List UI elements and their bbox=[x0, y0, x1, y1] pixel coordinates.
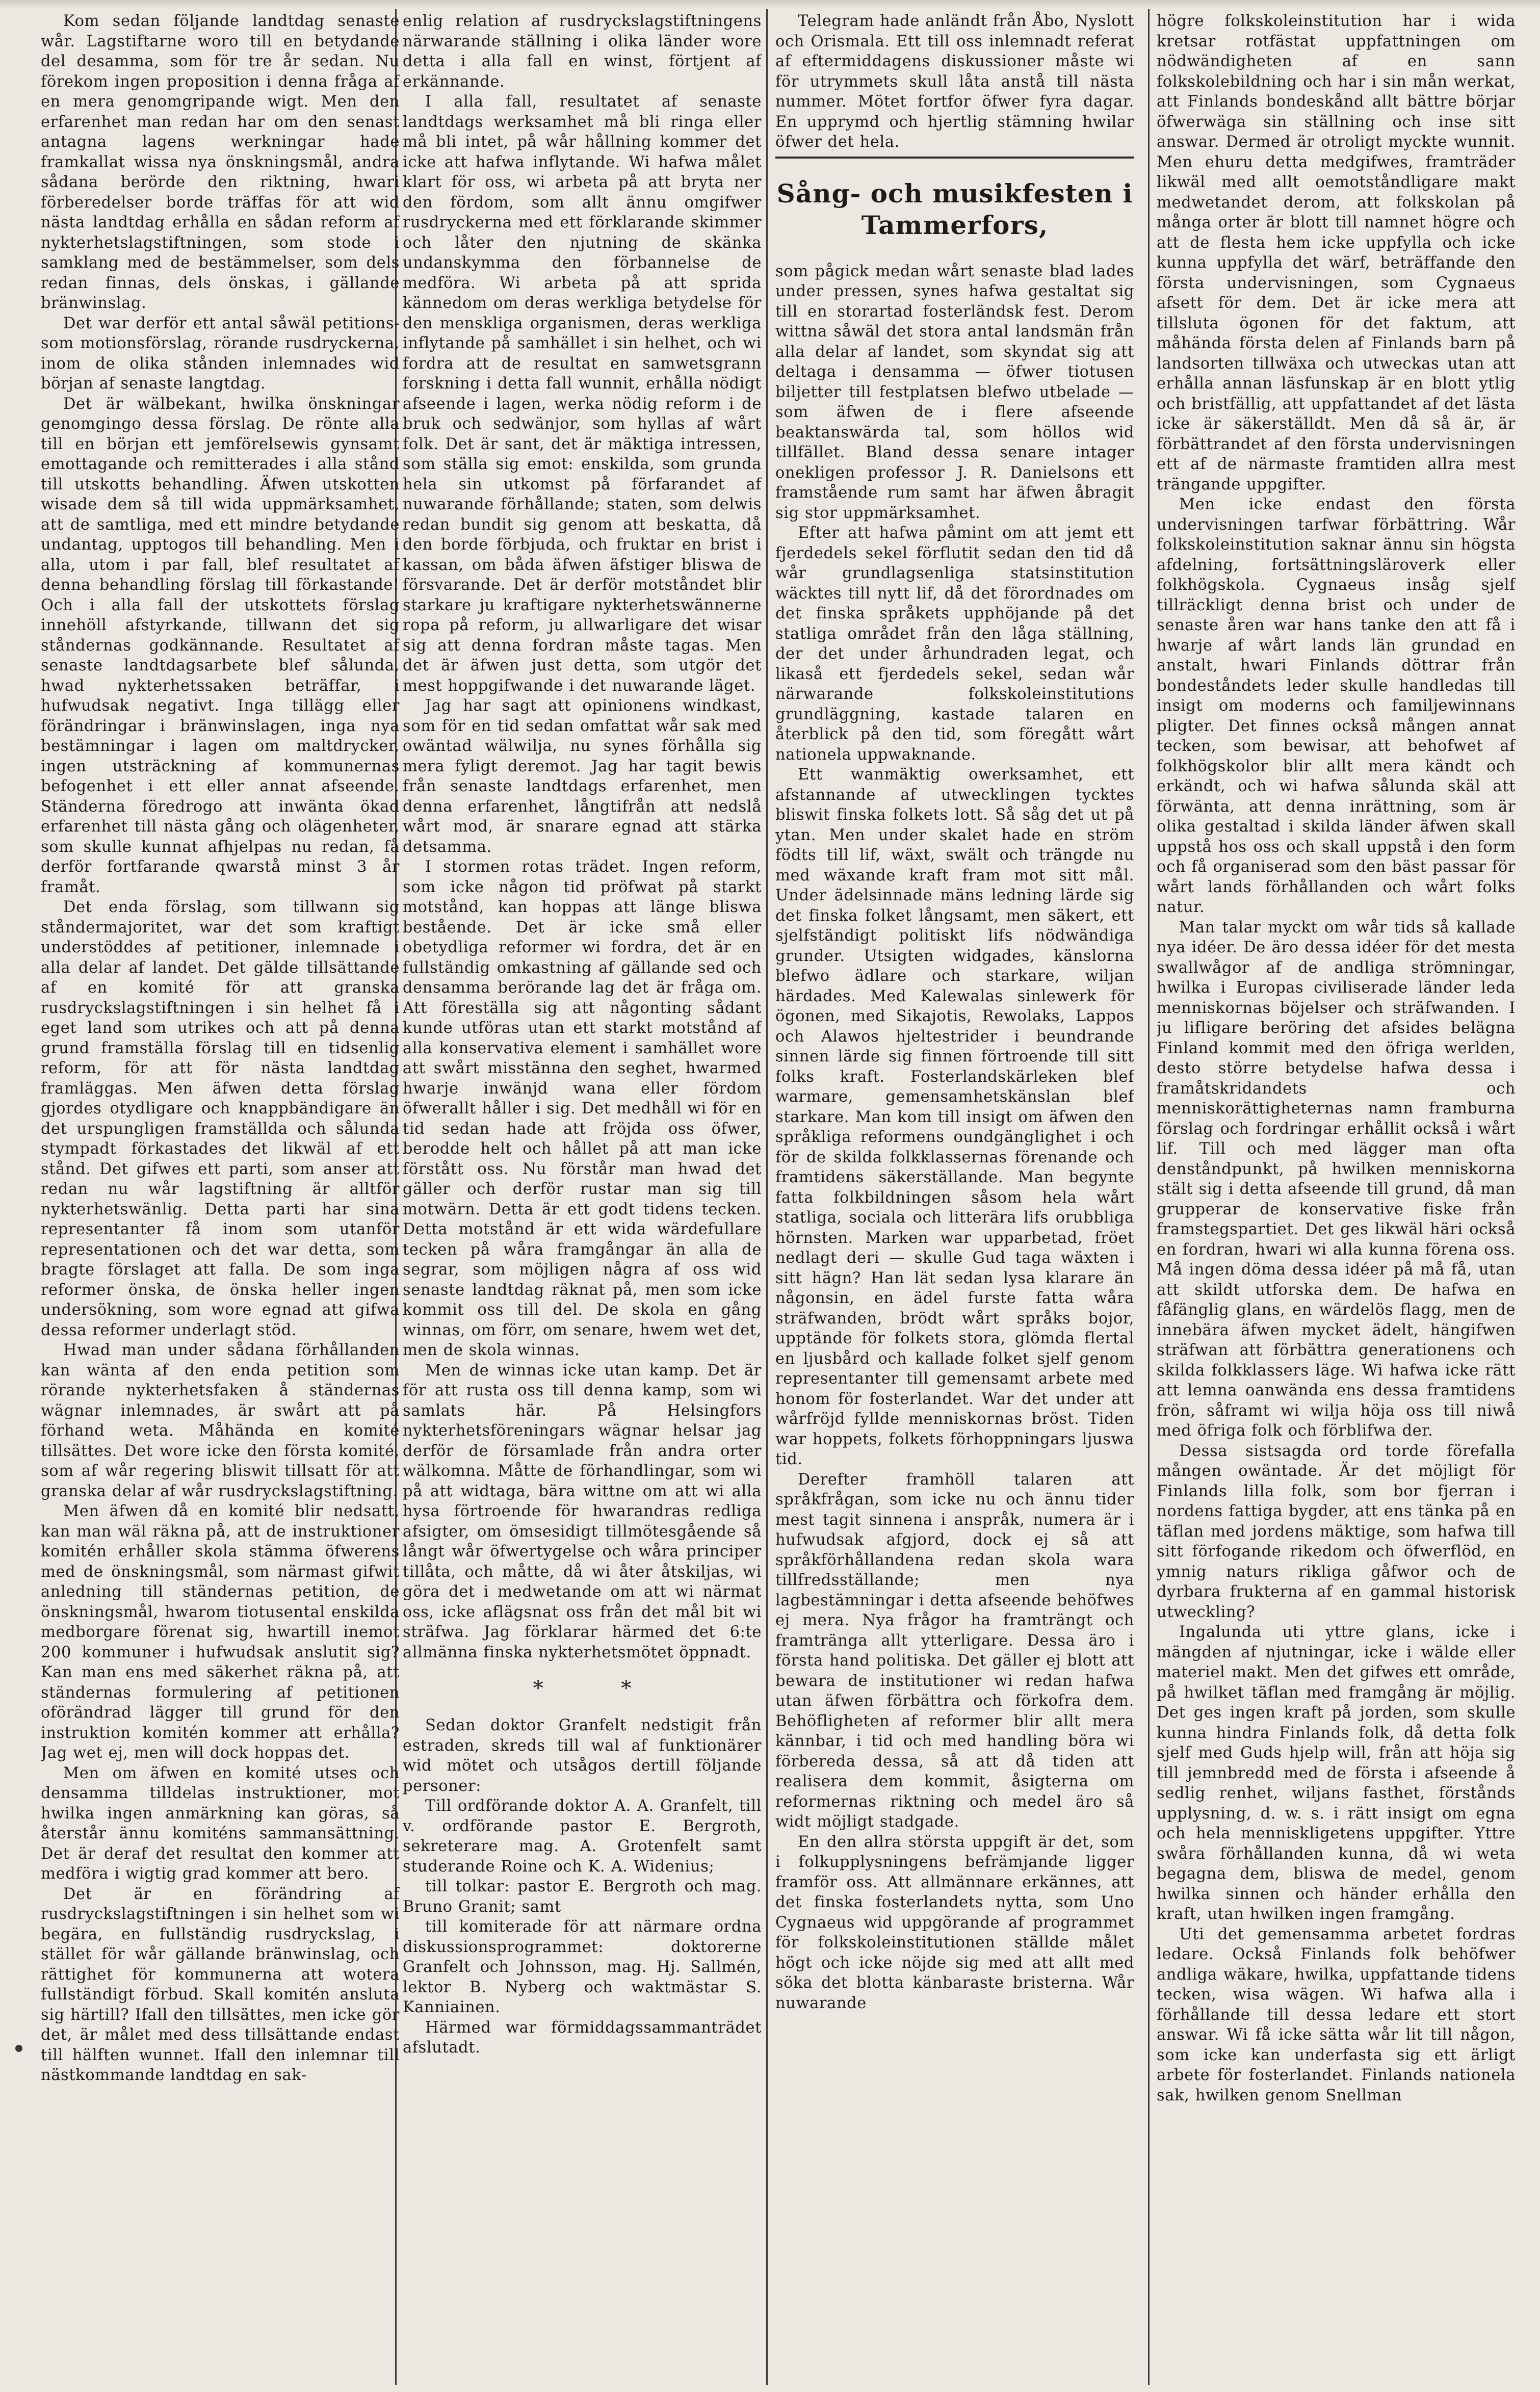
paragraph: En den allra största uppgift är det, som i folkupplysningens befrämjande ligger framför oss. Att allmännare erkännes, att det finska fosterlandets nytta, som Uno Cygnaeus wid uppgörande af programmet för folkskoleinstitutionen ställde målet högt och icke nöjde sig med att allt med söka det blotta känbaraste bristerna. Wår nuwarande bbox=[775, 1833, 1134, 2012]
section-stars: * * bbox=[533, 1677, 667, 1700]
article-divider bbox=[775, 157, 1134, 159]
paragraph: Jag har sagt att opinionens windkast, som för en tid sedan omfattat wår sak med owäntad wälwilja, nu synes förhålla sig mera fyligt deremot. Jag har tagit bewis från senaste landtdags erfarenhet, men denna erfarenhet, långtifrån att nedslå wårt mod, är snarare egnad att stärka detsamma. bbox=[403, 697, 762, 856]
paragraph: Det är wälbekant, hwilka önskningar genomgingo dessa förslag. De rönte alla till en början ett jemförelsewis gynsamt emottagande och remitterades i alla stånd till utskotts behandling. Äfwen utskotten wisade dem så till wida uppmärksamhet, att de samtliga, med ett mindre betydande undantag, upptogos till behandling. Men i alla, utom i par fall, blef resultatet af denna behandling förslag till förkastande! Och i alla fall der utskottets förslag innehöll afstyrkande, tillwann det sig ståndernas godkännande. Resultatet af senaste landtdagsarbete blef sålunda, hwad nykterhetssaken beträffar, i hufwudsak negativt. Inga tillägg eller förändringar i bränwinslagen, inga nya bestämningar i lagen om maltdrycker, ingen utsträckning af kommunernas befogenhet i ett eller annat afseende. Ständerna föredrogo att inwänta ökad erfarenhet till nästa gång och olägenheter, som skulle kunnat afhjelpas nu redan, få derför fortfarande qwarstå minst 3 år framåt. bbox=[41, 395, 400, 896]
margin-dot bbox=[15, 2045, 22, 2052]
paragraph: Dessa sistsagda ord torde förefalla mången owäntade. Är det möjligt för Finlands lilla folk, som bor fjerran i nordens fattiga bygder, att ens tänka på en täflan med jordens mäktige, som hafwa till sitt förfogande rikedom och öfwerflöd, en ymnig naturs rikliga gåfwor och de dyrbara frukterna af en gammal historisk utweckling? bbox=[1157, 1442, 1516, 1621]
paragraph: Men icke endast den första undervisningen tarfwar förbättring. Wår folkskoleinstitution saknar ännu sin högsta afdelning, fortsättningsläroverk eller folkhögskola. Cygnaeus insåg sjelf tillräckligt denna brist och under de senaste åren war hans tanke den att få i hwarje af wårt lands län grundad en anstalt, hwari Finlands döttrar från bondeståndets leder skulle handledas till insigt om moderns och familjewinnans pligter. Det finnes också mången annat tecken, som bewisar, att behofwet af folkhögskolor blir allt mera kändt och erkändt, och wi hafwa sålunda skäl att förwänta, att denna inrättning, som är olika gestaltad i skilda länder äfwen skall uppstå hos oss och skall uppstå i den form och få organiserad som den bäst passar för wårt lands förhållanden och wårt folks natur. bbox=[1157, 496, 1516, 916]
paragraph: Uti det gemensamma arbetet fordras ledare. Också Finlands folk behöfwer andliga wäkare, hwilka, uppfattande tidens tecken, wisa wägen. Wi hafwa alla i förhållande till dessa ledare ett stort answar. Wi få icke sätta wår lit till någon, som icke kan underfasta sig ett ärligt arbete för fosterlandet. Finlands nationela sak, hwilken genom Snellman bbox=[1157, 1925, 1516, 2104]
paragraph: Hwad man under sådana förhållanden kan wänta af den enda petition som rörande nykterhetsfaken å ständernas wägnar inlemnades, är swårt att på förhand weta. Måhända en komité tillsättes. Det wore icke den första komité, som af wår regering bliswit tillsatt för att granska delar af wår rusdryckslagstiftning. bbox=[41, 1341, 400, 1500]
column-4 bbox=[1157, 11, 1516, 2382]
paragraph: Det är en förändring af rusdryckslagstiftningen i sin helhet som wi begära, en fullständig rusdryckslag, i stället för wår gällande bränwinslag, och rättighet för kommunerna att wotera fullständigt förbud. Skall komitén ansluta sig härtill? Ifall den tillsättes, men icke gör det, är målet med dess tillsättande endast till hälften wunnet. Ifall den inlemnar till nästkommande landtdag en sak- bbox=[41, 1885, 400, 2084]
paragraph: Sedan doktor Granfelt nedstigit från estraden, skreds till wal af funktionärer wid mötet och utsågos dertill följande personer: bbox=[403, 1717, 762, 1795]
telegram-paragraph: Telegram hade anländt från Åbo, Nyslott och Orismala. Ett till oss inlemnadt referat af eftermiddagens diskussioner måste wi för utrymmets skull låta anstå till nästa nummer. Mötet fortfor öfwer fyra dagar. En upprymd och hjertlig stämning hwilar öfwer det hela. bbox=[775, 12, 1134, 151]
paragraph: som pågick medan wårt senaste blad lades under pressen, synes hafwa gestaltat sig till en storartad fosterländsk fest. Derom wittna såwäl det stora antal landsmän från alla delar af landet, som skyndat sig att deltaga i densamma — öfwer tiotusen biljetter till festplatsen blefwo utbelade — som äfwen de i flere afseende beaktanswärda tal, som höllos wid tillfället. Bland dessa senare intager onekligen professor J. R. Danielsons ett framstående rum samt har äfwen åbragit sig stor uppmärksamhet. bbox=[775, 262, 1134, 522]
column-rule bbox=[766, 9, 768, 2385]
paragraph: Derefter framhöll talaren att språkfrågan, som icke nu och ännu tider mest tagit sinnena i anspråk, numera är i hufwudsak afgjord, dock ej så att språkförhållandena redan skola wara tillfredsställande; men nya lagbestämningar i detta afseende behöfwes ej mera. Nya frågor ha framträngt och framtränga allt ytterligare. Dessa äro i första hand politiska. Det gäller ej blott att bewara de institutioner wi redan hafwa utan äfwen förbättra och förkofra dem. Behöfligheten af reformer blir allt mera kännbar, i tid och med handling böra wi förbereda dessa, så att då tiden att realisera dem kommit, åsigterna om reformernas riktning och medel äro så widt möjligt stadgade. bbox=[775, 1470, 1134, 1831]
paragraph: Det enda förslag, som tillwann sig ståndermajoritet, war det som kraftigt understöddes af petitioner, inlemnade i alla delar af landet. Det gälde tillsättande af en komité för att granska rusdryckslagstiftningen i sin helhet få i eget land som utrikes och att på denna grund framställa förslag till en tidsenlig reform, för att för nästa landtdag framläggas. Men äfwen detta förslag gjordes otydligare och knappbändigare än det urspungligen framställda och sålunda stympadt förkastades det likwäl af ett stånd. Det gifwes ett parti, som anser att redan nu wår lagstiftning är alltför nykterhetswänlig. Detta parti har sina representanter få inom som utanför representationen och det war detta, som bragte förslaget att falla. De som inga reformer önska, de önska heller ingen undersökning, som wore egnad att gifwa dessa reformer underlagt stöd. bbox=[41, 898, 400, 1339]
paragraph: Det war derför ett antal såwäl petitions- som motionsförslag, rörande rusdryckerna, inom de olika stånden inlemnades wid början af senaste langtdag. bbox=[41, 314, 400, 393]
paragraph: Man talar myckt om wår tids så kallade nya idéer. De äro dessa idéer för det mesta swallwågor af de andliga strömningar, hwilka i Europas civiliserade länder leda menniskornas böjelser och sträfwanden. I ju lifligare beröring det afsides belägna Finland kommit med den öfriga werlden, desto större betydelse hafwa dessa i framåtskridandets och menniskorättigheternas namn framburna förslag och fordringar erhållit också i wårt lif. Till och med lägger man ofta denståndpunkt, på hwilken menniskorna stält sig i detta afseende till grund, då man grupperar de konservative fiske från framstegspartiet. Det ges likwäl häri också en fordran, hwari wi alla kunna förena oss. Må ingen döma dessa idéer på må få, utan att skildt utforska dem. De hafwa en fåfänglig glans, en wärdelös flagg, men de innebära äfwen mycket ädelt, hängifwen sträfwan att förbättra generationens och skilda folkklassers läge. Wi hafwa icke rätt att lemna oanwända ens dessa framtidens frön, såframt wi wilja höja oss till niwå med öfriga folk och förblifwa der. bbox=[1157, 918, 1516, 1440]
column-3 bbox=[775, 11, 1134, 2382]
paragraph: Men om äfwen en komité utses och densamma tilldelas instruktioner, mot hwilka ingen anmärkning kan göras, så återstår ännu komiténs sammansättning. Det är deraf det resultat den kommer att medföra i wigtig grad kommer att bero. bbox=[41, 1764, 400, 1883]
paragraph: Men de winnas icke utan kamp. Det är för att rusta oss till denna kamp, som wi samlats här. På Helsingfors nykterhetsföreningars wägnar helsar jag derför de församlade från andra orter wälkomna. Måtte de förhandlingar, som wi på att widtaga, bära wittne om att wi alla hysa förtroende för hwarandras redliga afsigter, om ömsesidigt tillmötesgående så långt wår öfwertygelse och wåra principer tillåta, och måtte, då wi åter åtskiljas, wi göra det i medwetande om att wi närmat oss, icke aflägsnat oss från det mål bit wi sträfwa. Jag förklarar härmed det 6:te allmänna finska nykterhetsmötet öppnadt. bbox=[403, 1361, 762, 1661]
paragraph: till komiterade för att närmare ordna diskussionsprogrammet: doktorerne Granfelt och Johnsson, mag. Hj. Sallmén, lektor B. Nyberg och waktmästar S. Kanniainen. bbox=[403, 1918, 762, 2016]
paragraph: Härmed war förmiddagssammanträdet afslutadt. bbox=[403, 2018, 762, 2057]
paragraph: Ingalunda uti yttre glans, icke i mängden af njutningar, icke i wälde eller materiel makt. Men det gifwes ett område, på hwilket täflan med framgång är möjlig. Det ges ingen kraft på jorden, som skulle kunna hindra Finlands folk, då detta folk sjelf med Guds hjelp will, från att höja sig till jemnbredd med de första i afseende å sedlig renhet, wiljans fasthet, förstånds upplysning, d. w. s. i rätt insigt om egna och hela menniskligetens uppgifter. Yttre swåra förhållanden kunna, då wi weta begagna dem, bliswa de medel, genom hwilka sinnen och händer erhålla den kraft, utan hwilken ingen framgång. bbox=[1157, 1623, 1516, 1923]
top-edge bbox=[0, 0, 1540, 9]
column-rule bbox=[1148, 9, 1150, 2385]
paragraph: Ett wanmäktig owerksamhet, ett afstannande af utwecklingen tycktes bliswit finska folkets lott. Så såg det ut på ytan. Men under skalet hade en ström födts till lif, wäxt, swält och trängde nu med wäxande kraft fram mot sitt mål. Under ädelsinnade mäns ledning lärde sig det finska folket långsamt, men säkert, ett sjelfständigt politiskt lifs nödwändiga grunder. Utsigten widgades, känslorna blefwo ädlare och starkare, wiljan härdades. Med Kalewalas sinlewerk för ögonen, med Sikajotis, Rewolaks, Lappos och Alawos hjeltestrider i beundrande sinnen lärde sig finnen förtroende till sitt folks kraft. Fosterlandskärleken blef warmare, gemensamhetskänslan blef starkare. Man kom till insigt om äfwen den språkliga reformens oundgänglighet i och för de skilda folkklassernas förenande och framtidens säkerställande. Man begynte fatta folkbildningen såsom hela wårt statliga, sociala och litterära lifs orubbliga hörnsten. Marken war upparbetad, fröet nedlagt deri — skulle Gud taga wäxten i sitt hägn? Han lät sedan lysa klarare än någonsin, en ädel furste fatta wåra sträfwanden, brödt wårt språks bojor, upptände för folkets stora, glömda flertal en ljusbård och kallade folket sjelf genom representanter till gemensamt arbete med honom för fosterlandet. War det under att wårfröjd fyllde menniskornas bröst. Tiden war hoppets, folkets förhoppningars ljuswa tid. bbox=[775, 766, 1134, 1468]
paragraph: enlig relation af rusdryckslagstiftningens närwarande ställning i olika länder wore detta i alla fall en winst, förtjent af erkännande. bbox=[403, 12, 762, 91]
column-1 bbox=[41, 11, 400, 2382]
paragraph: Kom sedan följande landtdag senaste wår. Lagstiftarne woro till en betydande del desamma, som för tre år sedan. Nu förekom ingen proposition i denna fråga af en mera genomgripande wigt. Men den erfarenhet man redan har om den senast antagna lagens werkningar hade framkallat wissa nya önskningsmål, andra sådana berörde den riktning, hwari förberedelser borde träffas för att wid nästa landtdag erhålla en sådan reform af nykterhetslagstiftningen, som stode i samklang med de bestämmelser, som dels redan finnas, dels önskas, i gällande bränwinslag. bbox=[41, 12, 400, 312]
paragraph: I alla fall, resultatet af senaste landtdags werksamhet må bli ringa eller må bli intet, på wår hållning kommer det icke att hafwa inflytande. Wi hafwa målet klart för oss, wi arbeta på att bryta ner den fördom, som allt ännu omgifwer rusdryckerna med ett förklarande skimmer och låter den njutning de skänka undanskymma den förbannelse de medföra. Wi arbeta på att sprida kännedom om deras werkliga betydelse för den menskliga organismen, deras werkliga inflytande på samhället i sin helhet, och wi fordra att de resultat en samwetsgrann forskning i detta fall wunnit, erhålla nödigt afseende i lagen, werka nödig reform i de bruk och sedwänjor, som hyllas af wårt folk. Det är sant, det är mäktiga intressen, som ställa sig emot: enskilda, som grunda hela sin utkomst på förfarandet af nuwarande förhållande; staten, som delwis redan bundit sig genom att beskatta, då den borde förbjuda, och fruktar en brist i kassan, om båda äfwen äfstiger bliswa de försvarande. Det är derför motståndet blir starkare ju kraftigare nykterhetswännerne ropa på reform, ju allwarligare det wisar sig att denna fordran måste tagas. Men det är äfwen just detta, som utgör det mest hoppgifwande i det nuwarande läget. bbox=[403, 93, 762, 695]
paragraph: högre folkskoleinstitution har i wida kretsar rotfästat uppfattningen om nödwändigheten af en sann folkskolebildning och har i sin mån werkat, att Finlands bondeskånd allt bättre börjar öfwerwäga sin ställning och inse sitt answar. Dermed är otroligt myckte wunnit. Men ehuru detta medgifwes, framträder likwäl med allt oemotståndligare makt medwetandet derom, att folkskolan på många orter är blott till namnet högre och att de flesta hem icke uppfylla och icke kunna uppfylla det wärf, beträffande den första undervisningen, som Cygnaeus afsett för dem. Det är icke mera att tillsluta ögonen för det faktum, att måhända första delen af Finlands barn på landsorten tillwäxa och utweckas utan att erhålla annan läsfunskap är en blott ytlig och bristfällig, att uppfattandet af det lästa icke är säkerställdt. Men då så är, är förbättrandet af den första undervisningen ett af de närmaste framtiden allra mest trängande uppgifter. bbox=[1157, 12, 1516, 493]
paragraph: till tolkar: pastor E. Bergroth och mag. Bruno Granit; samt bbox=[403, 1878, 762, 1916]
paragraph: I stormen rotas trädet. Ingen reform, som icke någon tid pröfwat på starkt motstånd, kan hoppas att länge bliswa bestående. Det är icke små eller obetydliga reformer wi fordra, det är en fullständig omkastning af gällande sed och densamma berörande lag det är fråga om. Att föreställa sig att någonting sådant kunde utföras utan ett starkt motstånd af alla konservativa element i samhället wore att swårt misstänna den seghet, hwarmed hwarje inwänjd wana eller fördom öfwerallt håller i sig. Det medhåll wi för en tid sedan hade att fröjda oss öfwer, berodde helt och hållet på att man icke förstått oss. Nu förstår man hwad det gäller och derför rustar man sig till motwärn. Detta är ett godt tidens tecken. Detta motstånd är ett wida wärdefullare tecken på wåra framgångar än alla de segrar, som möjligen några af oss wid senaste landtdag räknat på, men som icke kommit oss till del. De skola en gång winnas, om förr, om senare, hwem wet det, men de skola winnas. bbox=[403, 858, 762, 1359]
column-2 bbox=[403, 11, 762, 2382]
paragraph: Till ordförande doktor A. A. Granfelt, till v. ordförande pastor E. Bergroth, sekreterare mag. A. Grotenfelt samt studerande Roine och K. A. Widenius; bbox=[403, 1797, 762, 1876]
article-headline: Sång- och musikfesten i Tammerfors, bbox=[776, 178, 1133, 240]
paragraph: Men äfwen då en komité blir nedsatt, kan man wäl räkna på, att de instruktioner komitén erhåller skola stämma öfwerens med de önskningsmål, som närmast gifwit anledning till ständernas petition, de önskningsmål, hwarom tiotusental enskilda medborgare förenat sig, hwartill inemot 200 kommuner i hufwudsak anslutit sig? Kan man ens med säkerhet räkna på, att ständernas formulering af petitionen oförändrad lägger till grund för den instruktion komitén kommer att erhålla? Jag wet ej, men will dock hoppas det. bbox=[41, 1502, 400, 1762]
paragraph: Efter att hafwa påmint om att jemt ett fjerdedels sekel förflutit sedan den tid då wår grundlagsenliga statsinstitution wäcktes till nytt lif, då det förordnades om det finska språkets upphöjande på det statliga området från den låga ställning, der det under århundraden legat, och likaså ett fjerdedels sekel, sedan wår närwarande folkskoleinstitutions grundläggning, kastade talaren en återblick på den tid, som föregått wårt nationela uppwaknande. bbox=[775, 524, 1134, 764]
